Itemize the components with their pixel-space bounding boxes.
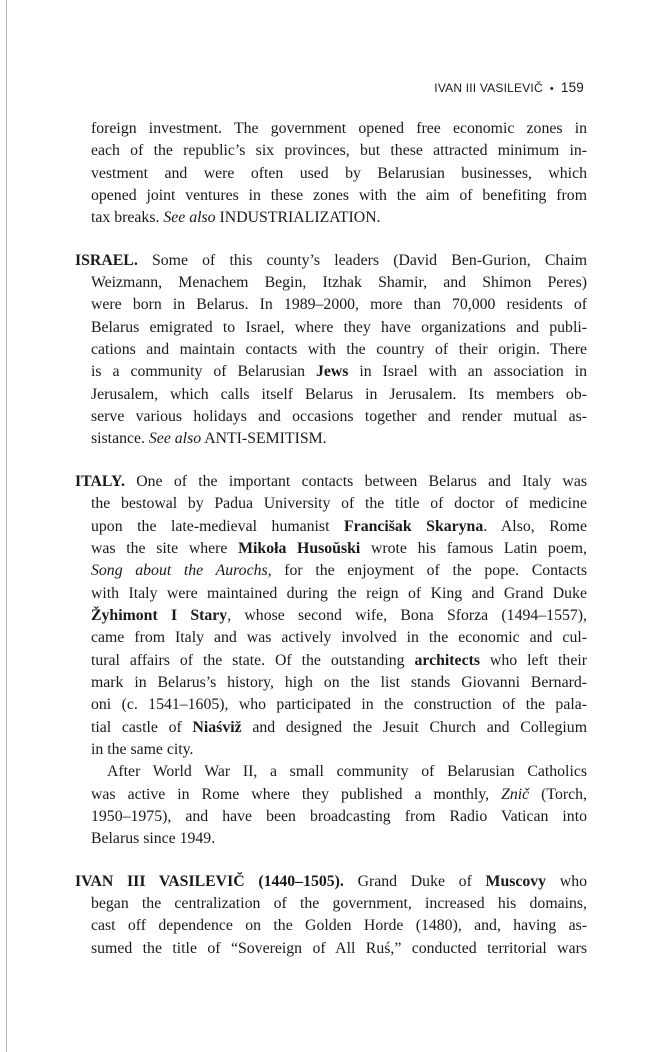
text-run: , whose second wife, Bona Sforza (1494–1557),	[227, 606, 587, 624]
text-run: tural affairs of the state. Of the outstanding	[91, 651, 415, 669]
text-line: sumed the title of “Sovereign of All Ruś,” conducted territorial wars	[91, 939, 587, 957]
continuation-paragraph	[75, 118, 587, 230]
page-edge-line	[6, 0, 7, 1052]
entry-headword: ITALY.	[75, 472, 125, 490]
cross-reference-bold: Jews	[315, 363, 349, 381]
text-run: who	[546, 872, 587, 890]
text-run: Grand Duke of	[343, 872, 486, 890]
entry-italy	[75, 471, 587, 851]
text-line: with Italy were maintained during the reign of King and Grand Duke	[91, 584, 587, 602]
text-run: Some of this county’s leaders (David Ben-Gurion, Chaim	[137, 251, 587, 269]
entry-headword: IVAN III VASILEVIČ (1440–1505).	[75, 872, 344, 890]
text-line: Jerusalem, which calls itself Belarus in Jerusalem. Its members ob-	[91, 385, 587, 403]
cross-reference-bold: architects	[414, 651, 480, 669]
text-line	[75, 538, 587, 560]
text-line: After World War II, a small community of Belarusian Catholics	[107, 763, 587, 781]
text-line: foreign investment. The government opened free economic zones in	[91, 120, 587, 137]
cross-reference-bold: Muscovy	[485, 872, 547, 890]
text-line: began the centralization of the government, increased his domains,	[91, 895, 587, 912]
text-line: each of the republic’s six provinces, but these attracted minimum in-	[91, 142, 587, 160]
text-line	[75, 250, 587, 272]
work-title: Song about the Aurochs	[91, 562, 268, 580]
page-body	[75, 118, 587, 960]
cross-reference-bold: Mikoła Husoŭski	[238, 539, 361, 557]
cross-reference-bold: Žyhimont I Stary	[91, 606, 228, 624]
text-run: (Torch,	[529, 785, 587, 803]
text-line	[75, 871, 587, 893]
text-run: was active in Rome where they published a monthly,	[91, 785, 502, 803]
cross-reference-bold: Niaśviž	[192, 718, 242, 736]
text-line	[75, 428, 587, 450]
text-run: and designed the Jesuit Church and Collegium	[241, 718, 587, 736]
text-line	[75, 516, 587, 538]
text-line: the bestowal by Padua University of the title of doctor of medicine	[91, 495, 587, 513]
text-line: opened joint ventures in these zones with the aim of benefiting from	[91, 187, 587, 205]
text-line: cast off dependence on the Golden Horde (1480), and, having as-	[91, 917, 587, 935]
text-run: wrote his famous Latin poem,	[360, 539, 587, 557]
text-line	[75, 361, 587, 383]
running-head-title: IVAN III VASILEVIČ	[434, 81, 543, 95]
text-line: Weizmann, Menachem Begin, Itzhak Shamir, and Shimon Peres)	[91, 274, 587, 292]
text-run: , for the enjoyment of the pope. Contacts	[267, 562, 587, 580]
text-run: was the site where	[91, 539, 239, 557]
text-line: mark in Belarus’s history, high on the list stands Giovanni Bernard-	[91, 673, 587, 691]
see-also-label: See also	[148, 430, 202, 448]
text-line: Belarus emigrated to Israel, where they have organizations and publi-	[91, 318, 587, 336]
text-line: cations and maintain contacts with the country of their origin. There	[91, 341, 587, 359]
text-line: 1950–1975), and have been broadcasting from Radio Vatican into	[91, 807, 587, 825]
text-line: in the same city.	[91, 740, 194, 758]
text-run: who left their	[480, 651, 587, 669]
running-head	[434, 80, 584, 95]
text-line	[75, 784, 587, 806]
text-run: tax breaks.	[91, 209, 164, 227]
text-line: vestment and were often used by Belarusian businesses, which	[91, 164, 587, 182]
text-line: Belarus since 1949.	[91, 830, 216, 848]
text-line: serve various holidays and occasions together and render mutual as-	[91, 408, 587, 426]
running-head-bullet: •	[549, 83, 554, 95]
work-title: Znič	[501, 785, 530, 803]
entry-headword: ISRAEL.	[75, 251, 138, 269]
text-line: were born in Belarus. In 1989–2000, more than 70,000 residents of	[91, 296, 587, 314]
text-line	[75, 605, 587, 627]
text-line	[75, 207, 587, 229]
text-run: tial castle of	[91, 718, 193, 736]
text-run: sistance.	[91, 430, 149, 448]
see-also-label: See also	[163, 209, 216, 227]
cross-reference: ANTI-SEMITISM.	[201, 430, 327, 448]
text-line: oni (c. 1541–1605), who participated in the construction of the pala-	[91, 696, 587, 714]
cross-reference: INDUSTRIALIZATION.	[215, 209, 381, 227]
entry-israel	[75, 250, 587, 451]
page-number: 159	[560, 80, 584, 95]
text-line	[75, 717, 587, 739]
text-run: is a community of Belarusian	[91, 363, 316, 381]
text-line	[75, 471, 587, 493]
text-run: in Israel with an association in	[348, 363, 587, 381]
text-run: . Also, Rome	[483, 517, 587, 535]
cross-reference-bold: Francišak Skaryna	[344, 517, 484, 535]
text-line	[75, 560, 587, 582]
text-line: came from Italy and was actively involved in the economic and cul-	[91, 629, 587, 647]
text-run: One of the important contacts between Belarus and Italy was	[124, 472, 587, 490]
entry-ivan-iii	[75, 871, 587, 960]
text-line	[75, 650, 587, 672]
text-run: upon the late-medieval humanist	[91, 517, 345, 535]
